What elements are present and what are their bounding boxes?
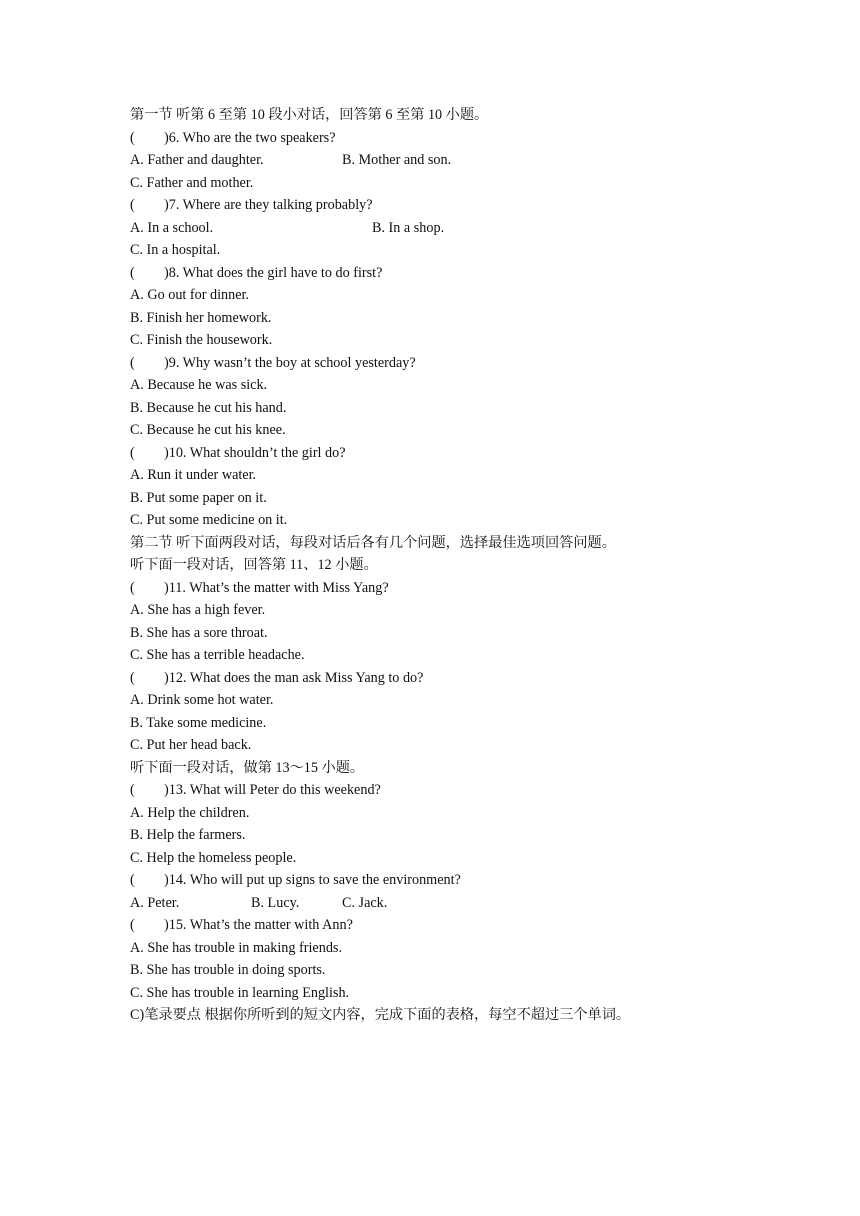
question-stem: )9. Why wasn’t the boy at school yesterday? (164, 354, 416, 371)
answer-blank: ( (130, 579, 135, 596)
option-a: A. Father and daughter. (130, 152, 264, 168)
question-13 (130, 779, 750, 802)
answer-blank: ( (130, 264, 135, 281)
option-c: C. Put some medicine on it. (130, 512, 288, 528)
option-a: A. Help the children. (130, 804, 250, 821)
question-stem: )15. What’s the matter with Ann? (164, 917, 353, 933)
option-b: B. Put some paper on it. (130, 489, 267, 506)
option-b: B. She has trouble in doing sports. (130, 962, 326, 978)
answer-blank: ( (130, 129, 135, 146)
answer-blank: ( (130, 669, 135, 686)
worksheet-page (130, 104, 750, 1027)
option-c: C. She has trouble in learning English. (130, 984, 350, 1001)
option-c: C. Jack. (342, 894, 388, 911)
options-row (130, 892, 750, 915)
option-a: A. Peter. (130, 894, 180, 911)
option-c: C. Finish the housework. (130, 332, 273, 348)
question-15 (130, 914, 750, 937)
question-12 (130, 667, 750, 690)
question-7 (130, 194, 750, 217)
option-c: C. Help the homeless people. (130, 849, 297, 866)
question-stem: )7. Where are they talking probably? (164, 197, 373, 213)
option-b: B. Because he cut his hand. (130, 399, 287, 416)
section1-heading: 第一节 听第 6 至第 10 段小对话，回答第 6 至第 10 小题。 (130, 107, 489, 123)
option-b: B. Lucy. (251, 894, 300, 911)
option-c: C. Put her head back. (130, 737, 252, 753)
option-a: A. She has trouble in making friends. (130, 939, 342, 956)
question-stem: )11. What’s the matter with Miss Yang? (164, 579, 389, 596)
option-a: A. Run it under water. (130, 467, 257, 483)
question-11 (130, 577, 750, 600)
question-stem: )12. What does the man ask Miss Yang to do? (164, 669, 424, 686)
option-b: B. Mother and son. (342, 152, 452, 168)
option-b: B. Take some medicine. (130, 714, 267, 731)
option-b: B. She has a sore throat. (130, 624, 268, 641)
option-c: C. In a hospital. (130, 242, 221, 258)
question-stem: )13. What will Peter do this weekend? (164, 782, 381, 798)
question-9 (130, 352, 750, 375)
option-a: A. In a school. (130, 219, 214, 236)
answer-blank: ( (130, 872, 135, 888)
option-a: A. Because he was sick. (130, 377, 268, 393)
answer-blank: ( (130, 782, 135, 798)
section2-heading: 第二节 听下面两段对话，每段对话后各有几个问题，选择最佳选项回答问题。 (130, 534, 616, 551)
question-stem: )14. Who will put up signs to save the environment? (164, 872, 461, 888)
question-14 (130, 869, 750, 892)
option-a: A. Drink some hot water. (130, 692, 274, 708)
option-c: C. Because he cut his knee. (130, 422, 286, 438)
option-c: C. She has a terrible headache. (130, 647, 305, 663)
question-stem: )8. What does the girl have to do first? (164, 264, 383, 281)
answer-blank: ( (130, 444, 135, 461)
option-b: B. Help the farmers. (130, 827, 246, 843)
question-stem: )10. What shouldn’t the girl do? (164, 444, 346, 461)
section2-intro-1: 听下面一段对话，回答第 11、12 小题。 (130, 557, 378, 573)
answer-blank: ( (130, 917, 135, 933)
section2-intro-2: 听下面一段对话，做第 13～15 小题。 (130, 759, 365, 776)
option-a: A. She has a high fever. (130, 602, 266, 618)
options-row (130, 217, 750, 240)
question-stem: )6. Who are the two speakers? (164, 129, 336, 146)
section3-heading: C)笔录要点 根据你所听到的短文内容，完成下面的表格，每空不超过三个单词。 (130, 1007, 631, 1023)
question-8 (130, 262, 750, 285)
question-6 (130, 127, 750, 150)
option-c: C. Father and mother. (130, 174, 254, 191)
question-10 (130, 442, 750, 465)
answer-blank: ( (130, 354, 135, 371)
option-b: B. In a shop. (372, 219, 445, 236)
options-row (130, 149, 750, 172)
option-a: A. Go out for dinner. (130, 287, 249, 303)
answer-blank: ( (130, 197, 135, 213)
option-b: B. Finish her homework. (130, 309, 272, 326)
